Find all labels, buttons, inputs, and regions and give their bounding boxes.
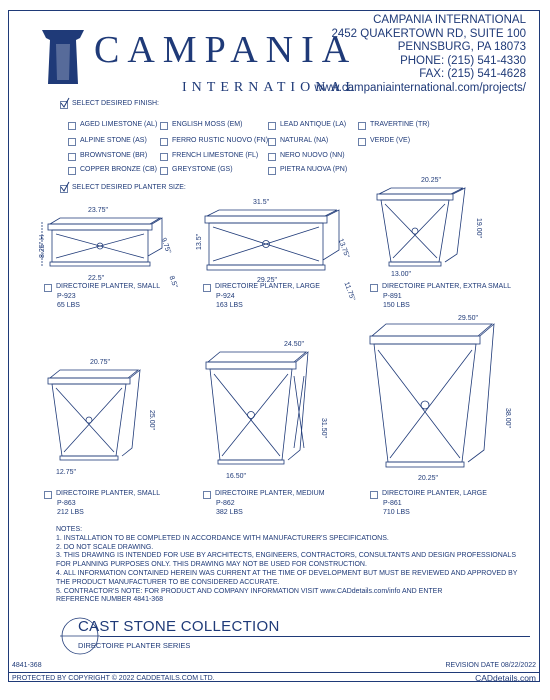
checkbox[interactable] (68, 122, 76, 130)
checkbox[interactable] (44, 491, 52, 499)
dim-base-width: 12.75" (56, 469, 77, 476)
planter-drawing-p861 (362, 312, 532, 487)
checkbox[interactable] (160, 122, 168, 130)
dim-height: 38.00" (504, 408, 511, 429)
dim-width: 24.50" (284, 341, 305, 348)
checkbox[interactable] (370, 491, 378, 499)
contact-block (314, 14, 526, 95)
note-line: THE PRODUCT MANUFACTURER TO BE CONSIDERED ACCURATE. (56, 578, 280, 586)
planter-weight: 710 LBS (383, 509, 410, 516)
checkbox[interactable] (68, 167, 76, 175)
note-line: REFERENCE NUMBER 4841-368 (56, 596, 163, 604)
note-line: 4. ALL INFORMATION CONTAINED HEREIN WAS CURRENT AT THE TIME OF DEVELOPMENT BUT MUST BE REVIEWED AND APPROVED BY (56, 569, 518, 577)
dim-base-width: 20.25" (418, 475, 439, 482)
dim-height: 19.00" (475, 218, 482, 239)
checkmark-icon (60, 182, 70, 192)
dim-depth: 13.75" (336, 237, 351, 259)
planter-code: P-863 (57, 500, 76, 507)
footer-divider (8, 672, 540, 673)
checkbox[interactable] (160, 153, 168, 161)
checkbox[interactable] (160, 138, 168, 146)
caddetails-link[interactable]: CADdetails.com (475, 673, 536, 683)
notes-heading: NOTES: (56, 526, 83, 533)
dim-width: 20.25" (421, 177, 442, 184)
dim-base-depth: 8.5" (167, 275, 179, 289)
dim-base-width: 13.00" (391, 271, 412, 278)
dim-height: 31.50" (320, 418, 327, 439)
contact-phone: PHONE: (215) 541-4330 (400, 54, 526, 67)
planter-code: P-924 (216, 293, 235, 300)
note-line: 2. DO NOT SCALE DRAWING. (56, 543, 154, 551)
planter-code: P-862 (216, 500, 235, 507)
reference-number: 4841-368 (12, 662, 42, 669)
title-divider (100, 636, 530, 637)
dim-width: 31.5" (253, 199, 270, 206)
planter-weight: 163 LBS (216, 302, 243, 309)
notes-block (56, 526, 517, 605)
dim-width: 20.75" (90, 359, 111, 366)
contact-fax: FAX: (215) 541-4628 (419, 68, 526, 80)
checkmark-icon (60, 98, 70, 108)
checkbox[interactable] (68, 138, 76, 146)
planter-code: P-891 (383, 293, 402, 300)
revision-date: REVISION DATE 08/22/2022 (445, 662, 536, 669)
collection-title: CAST STONE COLLECTION (78, 618, 280, 635)
dim-base-width: 29.25" (257, 277, 278, 284)
checkbox[interactable] (268, 122, 276, 130)
note-line: 3. THIS DRAWING IS INTENDED FOR USE BY ARCHITECTS, ENGINEERS, CONTRACTORS, CONSULTANTS AND DESIGN PROFESSIONALS (56, 552, 516, 560)
checkbox[interactable] (358, 122, 366, 130)
dim-height: 13.5" (196, 233, 203, 250)
checkbox[interactable] (44, 284, 52, 292)
dim-width: 29.50" (458, 315, 479, 322)
checkbox[interactable] (68, 153, 76, 161)
planter-drawing-p863 (38, 352, 188, 482)
brand-name: CAMPANIA (94, 29, 358, 71)
checkbox[interactable] (268, 167, 276, 175)
planter-weight: 212 LBS (57, 509, 84, 516)
checkbox[interactable] (370, 284, 378, 292)
urn-logo-icon (36, 24, 96, 94)
dim-base-width: 16.50" (226, 473, 247, 480)
planter-drawing-p923 (30, 200, 190, 290)
dim-base-depth: 11.75" (342, 281, 356, 302)
planter-weight: 65 LBS (57, 302, 80, 309)
planter-code: P-861 (383, 500, 402, 507)
company-logo (32, 22, 359, 100)
dim-height: 25.00" (148, 410, 155, 431)
note-line: FOR PLANNING PURPOSES ONLY. THIS DRAWING MAY NOT BE USED FOR CONSTRUCTION. (56, 561, 367, 569)
planter-drawing-p891 (365, 176, 505, 286)
dim-base-width: 22.5" (88, 275, 105, 282)
contact-address: 2452 QUAKERTOWN RD, SUITE 100 (331, 27, 526, 40)
note-line: 5. CONTRACTOR'S NOTE: FOR PRODUCT AND COMPANY INFORMATION VISIT www.CADdetails.com/info AND ENTER (56, 587, 443, 595)
contact-company: CAMPANIA INTERNATIONAL (373, 14, 526, 26)
checkbox[interactable] (203, 491, 211, 499)
checkbox[interactable] (358, 138, 366, 146)
planter-weight: 382 LBS (216, 509, 243, 516)
checkbox[interactable] (203, 284, 211, 292)
dim-width: 23.75" (88, 207, 109, 214)
dim-depth: 9.75" (159, 237, 172, 255)
series-subtitle: DIRECTOIRE PLANTER SERIES (78, 641, 191, 650)
contact-website[interactable]: www.campaniainternational.com/projects/ (314, 81, 526, 94)
planter-drawing-p862 (196, 336, 356, 486)
contact-city: PENNSBURG, PA 18073 (397, 41, 526, 53)
checkbox[interactable] (268, 153, 276, 161)
checkbox[interactable] (268, 138, 276, 146)
copyright-text: PROTECTED BY COPYRIGHT © 2022 CADDETAILS.COM LTD. (12, 675, 215, 682)
note-line: 1. INSTALLATION TO BE COMPLETED IN ACCORDANCE WITH MANUFACTURER'S SPECIFICATIONS. (56, 534, 389, 542)
checkbox[interactable] (160, 167, 168, 175)
dim-height: 8.25" H (39, 234, 46, 258)
planter-code: P-923 (57, 293, 76, 300)
brand-subtitle: INTERNATIONAL (182, 80, 359, 95)
planter-weight: 150 LBS (383, 302, 410, 309)
